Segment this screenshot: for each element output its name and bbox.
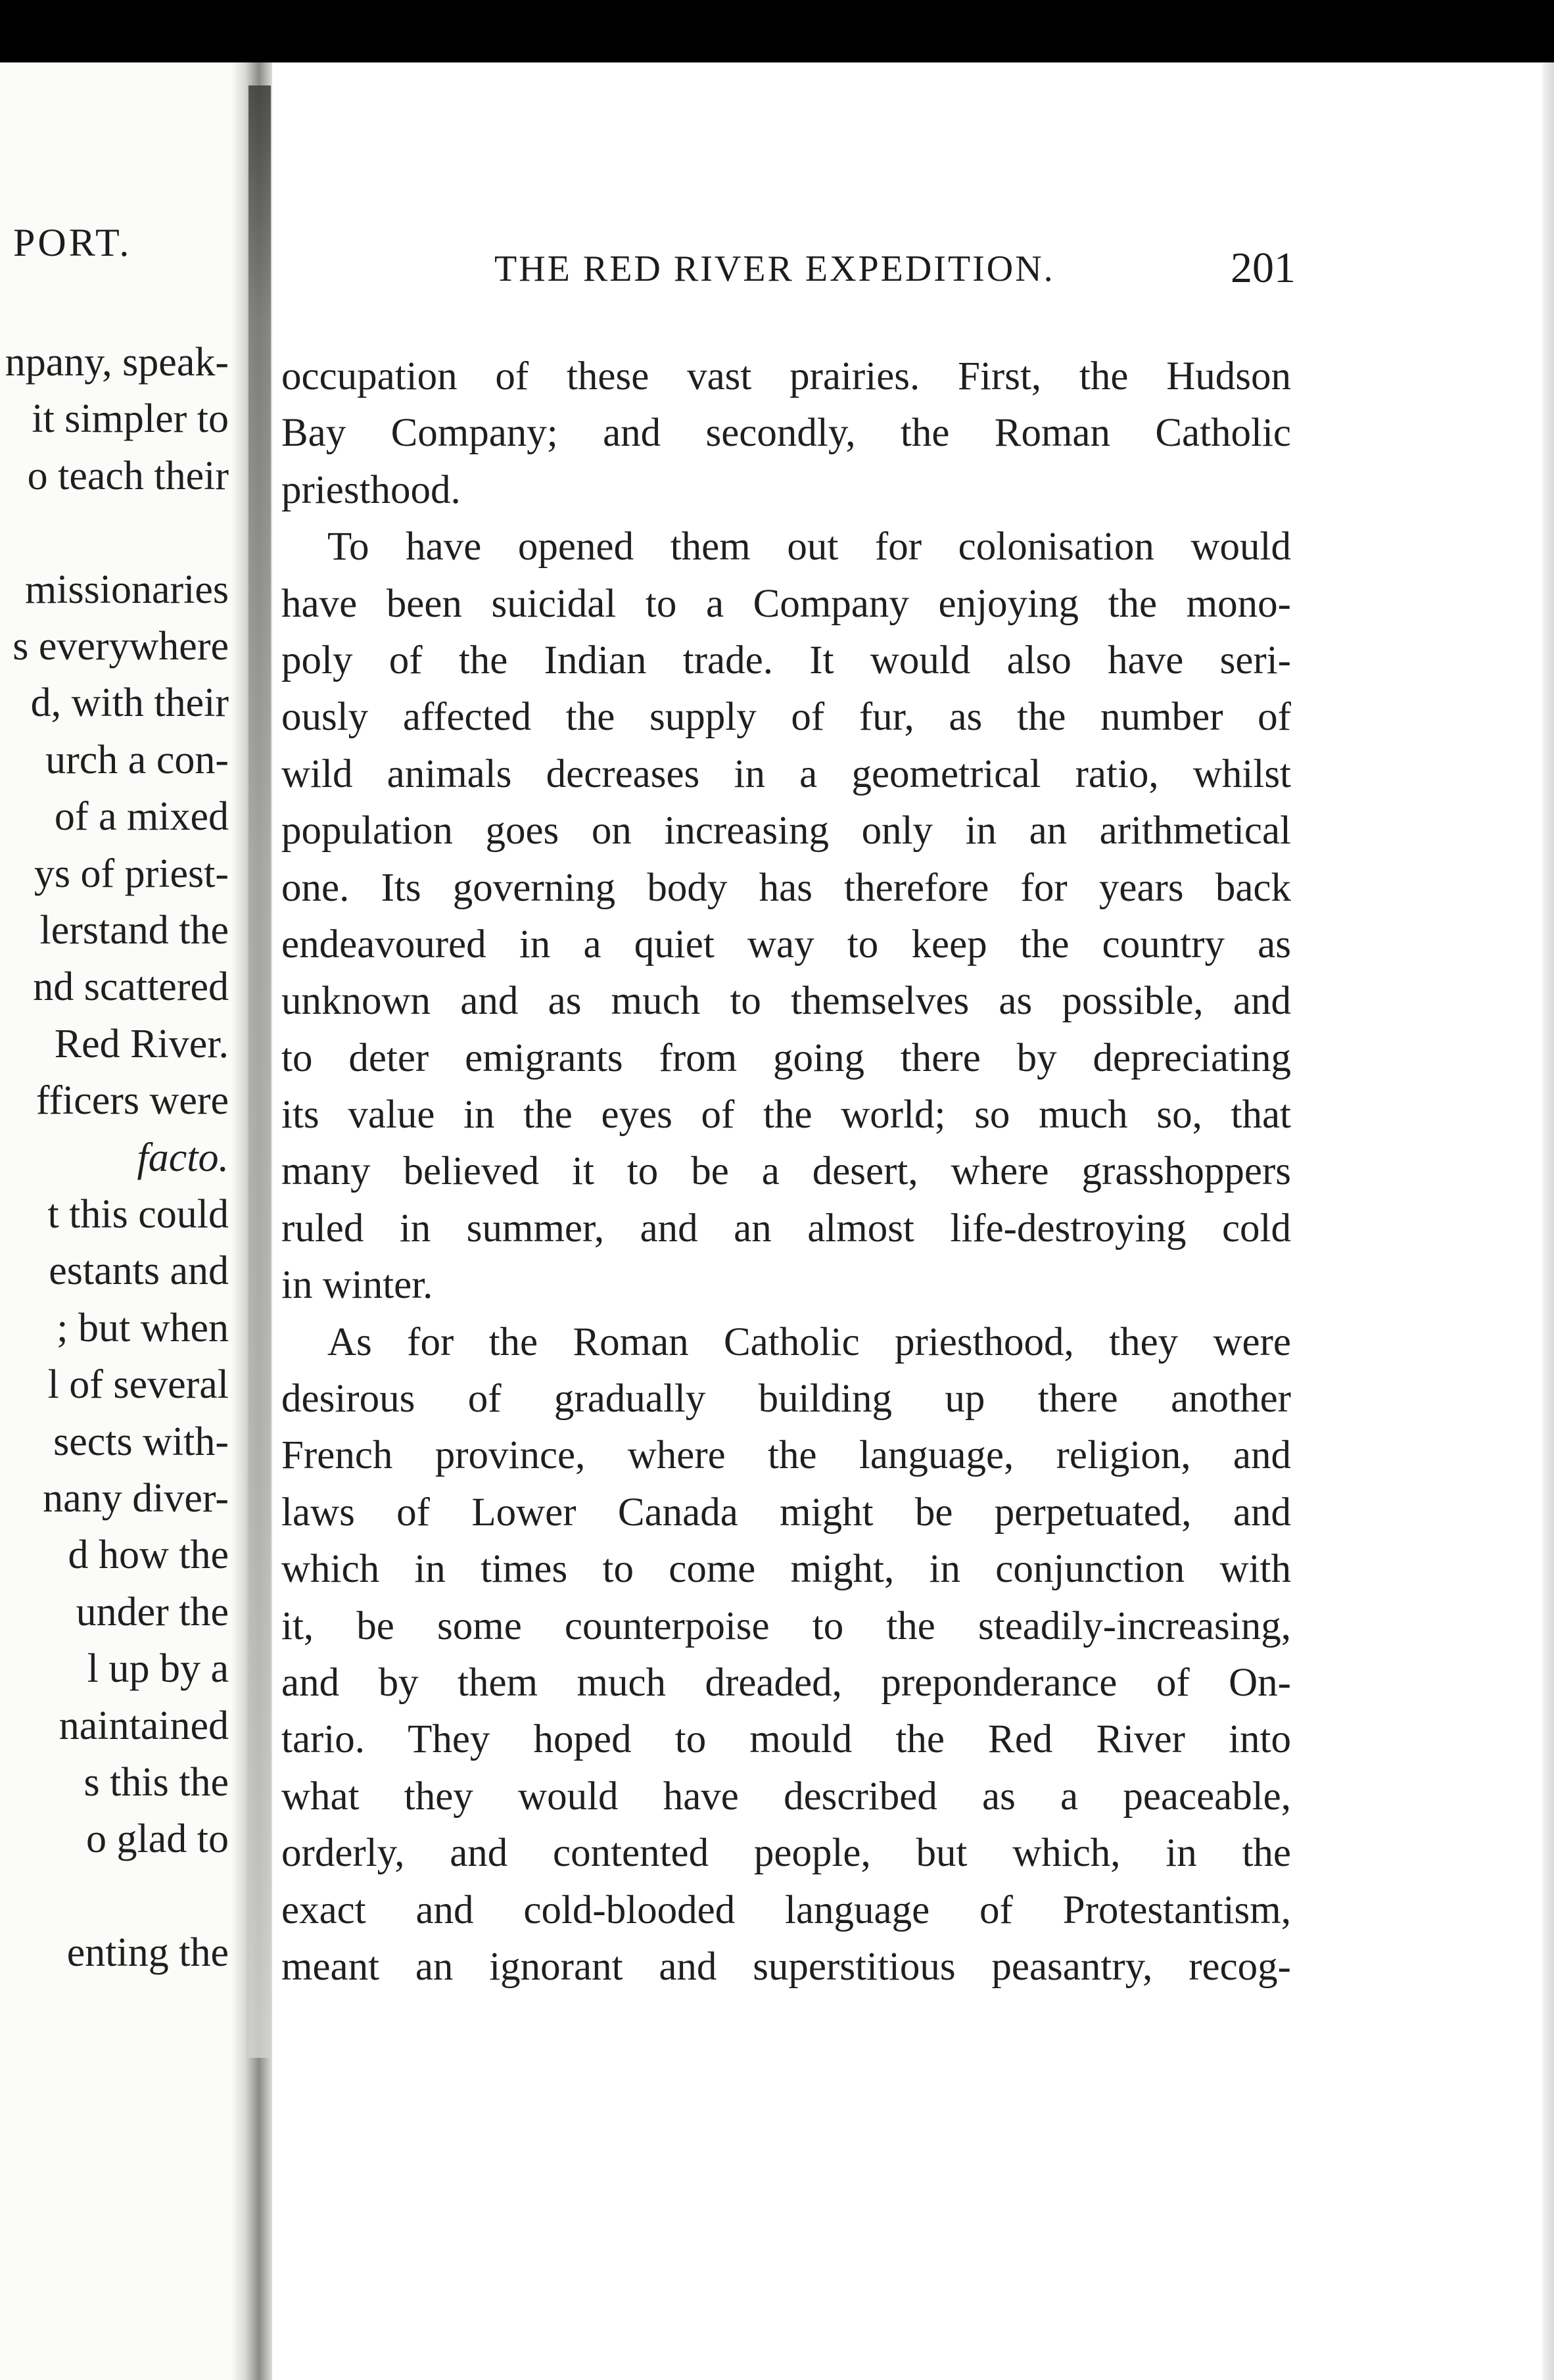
- text-line: wild animals decreases in a geometrical ratio, whilst: [281, 751, 1291, 796]
- text-line: in winter.: [281, 1263, 433, 1308]
- page-edge: [1542, 62, 1554, 2380]
- text-line: priesthood.: [281, 467, 461, 512]
- text-line: occupation of these vast prairies. First, the Hudson: [281, 354, 1291, 398]
- left-page-line: npany, speak-: [5, 340, 229, 385]
- text-line: meant an ignorant and superstitious peasantry, recog-: [281, 1944, 1291, 1989]
- left-page-line: fficers were: [35, 1078, 229, 1124]
- left-page-line: Red River.: [54, 1021, 229, 1066]
- text-line: endeavoured in a quiet way to keep the country as: [281, 922, 1291, 966]
- left-page-line: lerstand the: [39, 908, 229, 953]
- left-page-line: ; but when: [57, 1305, 229, 1350]
- text-line: As for the Roman Catholic priesthood, they were: [327, 1320, 1291, 1364]
- left-page-line: ys of priest-: [34, 851, 229, 896]
- left-page-line: it simpler to: [32, 396, 229, 442]
- left-page-line: facto.: [137, 1135, 229, 1180]
- text-line: To have opened them out for colonisation would: [327, 525, 1291, 569]
- text-line: which in times to come might, in conjunction with: [281, 1547, 1291, 1592]
- left-page-line: sects with-: [53, 1419, 229, 1464]
- text-line: tario. They hoped to mould the Red River into: [281, 1717, 1291, 1762]
- text-line: its value in the eyes of the world; so much so, that: [281, 1093, 1291, 1137]
- left-page-line: under the: [76, 1589, 229, 1634]
- gutter-shadow: [248, 85, 271, 2058]
- text-line: exact and cold-blooded language of Protestantism,: [281, 1888, 1291, 1932]
- text-line: many believed it to be a desert, where grasshoppers: [281, 1149, 1291, 1194]
- text-line: ously affected the supply of fur, as the number of: [281, 695, 1291, 740]
- left-page-line: nany diver-: [43, 1476, 229, 1521]
- text-line: it, be some counterpoise to the steadily-increasing,: [281, 1604, 1291, 1648]
- left-page-line: l up by a: [87, 1646, 229, 1692]
- left-page-line: l of several: [47, 1362, 229, 1408]
- paragraph: [281, 1314, 1291, 1996]
- paragraph: [281, 519, 1291, 1314]
- text-line: to deter emigrants from going there by depreciating: [281, 1035, 1291, 1080]
- paragraph: [281, 348, 1291, 519]
- left-page-line: s everywhere: [12, 624, 229, 669]
- left-page-line: t this could: [47, 1192, 229, 1237]
- running-head: THE RED RIVER EXPEDITION.: [494, 249, 1055, 289]
- text-line: population goes on increasing only in an arithmetical: [281, 809, 1291, 853]
- left-page-line: d, with their: [30, 680, 229, 726]
- left-page-line: missionaries: [25, 567, 229, 612]
- body-text: [281, 348, 1291, 1995]
- left-page-line: o teach their: [27, 453, 229, 498]
- text-line: and by them much dreaded, preponderance of On-: [281, 1660, 1291, 1705]
- page-number: 201: [1231, 244, 1296, 292]
- left-page-line: nd scattered: [33, 964, 229, 1010]
- text-line: poly of the Indian trade. It would also have seri-: [281, 638, 1291, 682]
- text-line: one. Its governing body has therefore for years back: [281, 865, 1291, 910]
- left-facing-page: [0, 62, 247, 2380]
- left-page-line: d how the: [68, 1533, 229, 1578]
- text-line: orderly, and contented people, but which, in the: [281, 1831, 1291, 1876]
- left-page-line: urch a con-: [45, 737, 229, 782]
- text-line: French province, where the language, religion, and: [281, 1433, 1291, 1478]
- text-line: desirous of gradually building up there another: [281, 1377, 1291, 1421]
- text-line: unknown and as much to themselves as possible, and: [281, 979, 1291, 1024]
- text-line: what they would have described as a peaceable,: [281, 1774, 1291, 1819]
- text-line: have been suicidal to a Company enjoying the mono-: [281, 581, 1291, 626]
- left-page-line: s this the: [83, 1760, 229, 1805]
- text-line: ruled in summer, and an almost life-destroying cold: [281, 1206, 1291, 1250]
- left-page-line: naintained: [59, 1703, 229, 1748]
- left-page-running-head: PORT.: [13, 221, 132, 264]
- text-line: Bay Company; and secondly, the Roman Catholic: [281, 411, 1291, 456]
- left-page-line: of a mixed: [54, 794, 229, 840]
- left-page-line: enting the: [66, 1930, 229, 1976]
- left-page-line: estants and: [49, 1249, 229, 1294]
- left-page-line: o glad to: [86, 1817, 229, 1862]
- text-line: laws of Lower Canada might be perpetuated, and: [281, 1490, 1291, 1535]
